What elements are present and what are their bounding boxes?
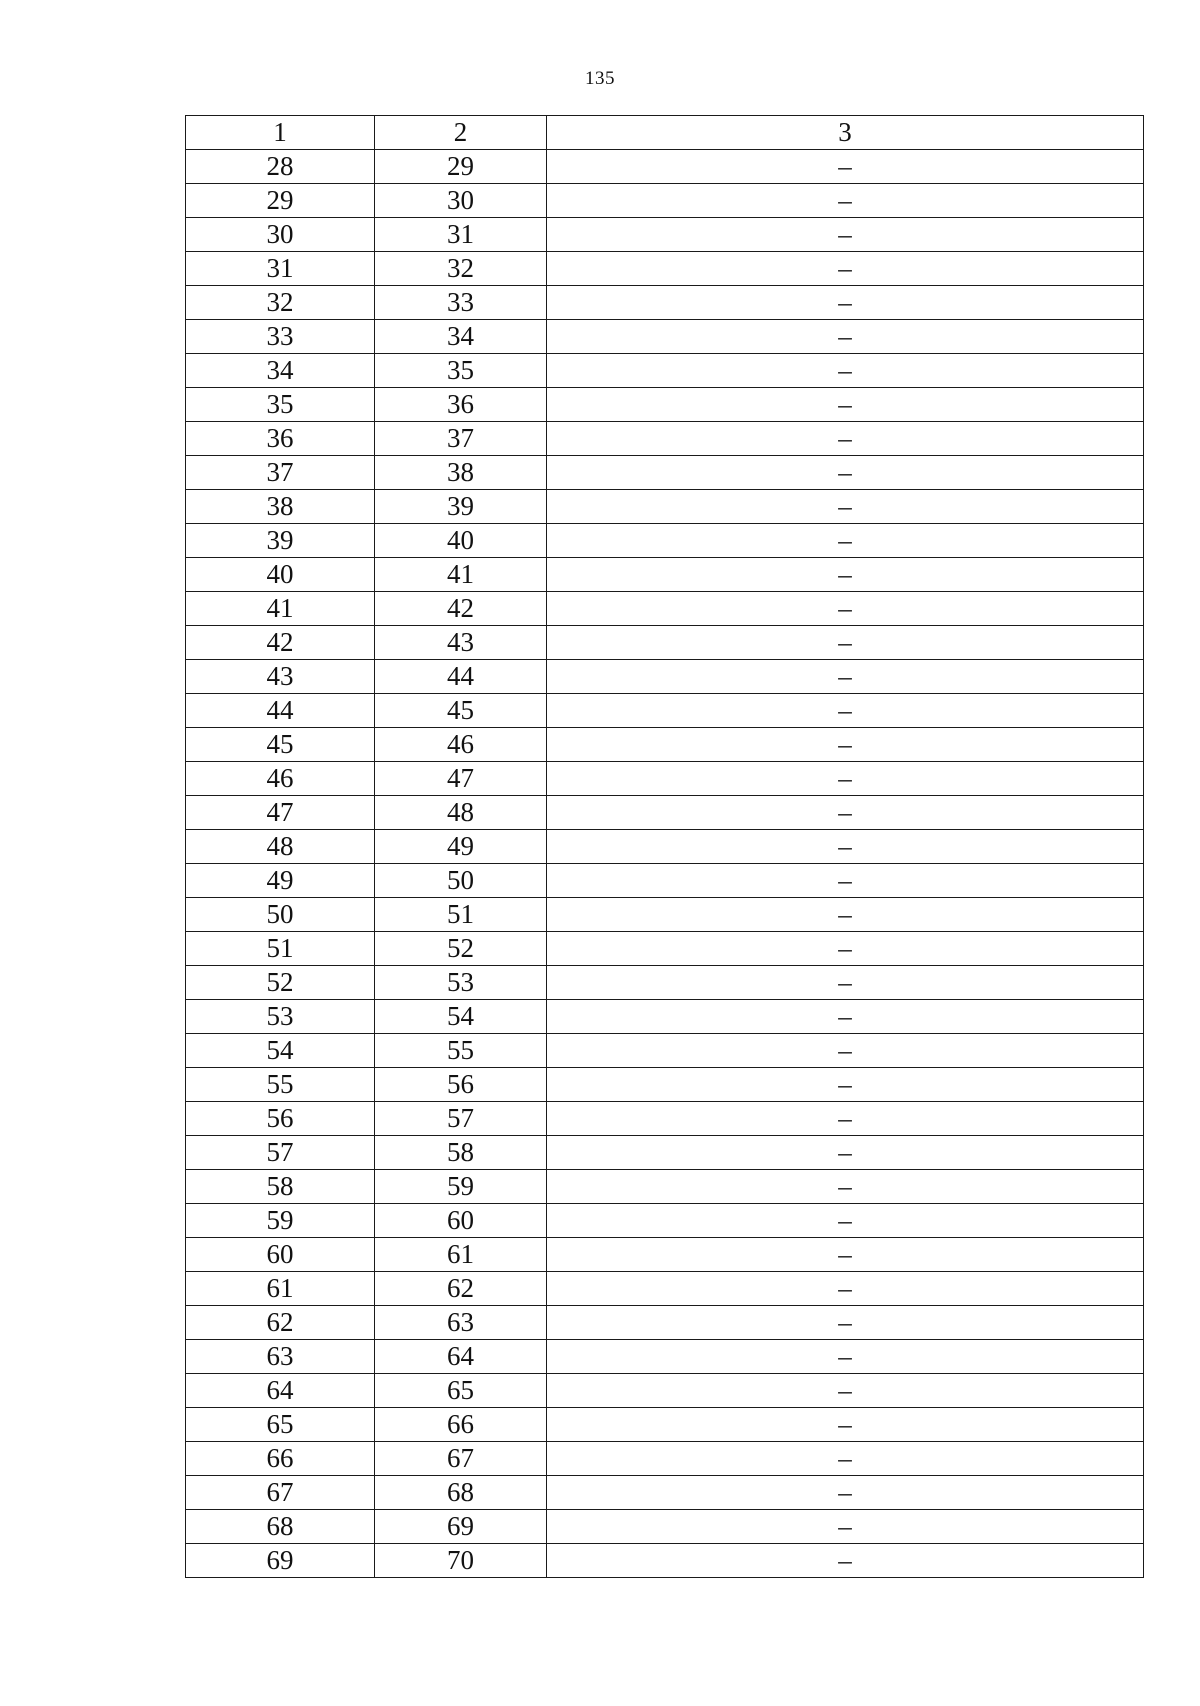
table-cell-col1: 52 <box>186 966 375 1000</box>
table-row <box>186 932 1144 966</box>
table-cell-col1: 48 <box>186 830 375 864</box>
table-row <box>186 252 1144 286</box>
table-cell-col3: – <box>547 626 1144 660</box>
table-cell-col2: 61 <box>375 1238 547 1272</box>
table-cell-col1: 61 <box>186 1272 375 1306</box>
table-row <box>186 1544 1144 1578</box>
table-cell-col3: – <box>547 1136 1144 1170</box>
table-cell-col3: – <box>547 456 1144 490</box>
table-cell-col3: – <box>547 422 1144 456</box>
table-cell-col2: 39 <box>375 490 547 524</box>
table-cell-col3: – <box>547 762 1144 796</box>
table-cell-col3: – <box>547 1408 1144 1442</box>
table-cell-col1: 62 <box>186 1306 375 1340</box>
table-cell-col3: – <box>547 1476 1144 1510</box>
table-cell-col1: 38 <box>186 490 375 524</box>
table-cell-col1: 51 <box>186 932 375 966</box>
table-cell-col1: 65 <box>186 1408 375 1442</box>
table-cell-col2: 62 <box>375 1272 547 1306</box>
table-cell-col3: – <box>547 320 1144 354</box>
table-cell-col1: 41 <box>186 592 375 626</box>
table-cell-col2: 60 <box>375 1204 547 1238</box>
table-cell-col2: 54 <box>375 1000 547 1034</box>
table-cell-col2: 50 <box>375 864 547 898</box>
table-row <box>186 1510 1144 1544</box>
table-cell-col1: 32 <box>186 286 375 320</box>
column-header-2: 2 <box>375 116 547 150</box>
table-cell-col3: – <box>547 1544 1144 1578</box>
table-cell-col3: – <box>547 184 1144 218</box>
table-row <box>186 354 1144 388</box>
table-row <box>186 218 1144 252</box>
table-row <box>186 1170 1144 1204</box>
table-cell-col3: – <box>547 524 1144 558</box>
table-cell-col2: 47 <box>375 762 547 796</box>
table-row <box>186 490 1144 524</box>
table-row <box>186 728 1144 762</box>
column-header-3: 3 <box>547 116 1144 150</box>
table-cell-col1: 55 <box>186 1068 375 1102</box>
table-cell-col1: 69 <box>186 1544 375 1578</box>
table-cell-col2: 69 <box>375 1510 547 1544</box>
table-row <box>186 1476 1144 1510</box>
table-row <box>186 184 1144 218</box>
table-cell-col2: 41 <box>375 558 547 592</box>
table-cell-col2: 59 <box>375 1170 547 1204</box>
table-cell-col2: 65 <box>375 1374 547 1408</box>
table-cell-col1: 43 <box>186 660 375 694</box>
table-cell-col2: 46 <box>375 728 547 762</box>
table-row <box>186 796 1144 830</box>
table-cell-col2: 56 <box>375 1068 547 1102</box>
table-cell-col2: 70 <box>375 1544 547 1578</box>
table-cell-col1: 33 <box>186 320 375 354</box>
table-cell-col1: 29 <box>186 184 375 218</box>
table-cell-col3: – <box>547 932 1144 966</box>
table-cell-col3: – <box>547 592 1144 626</box>
table-row <box>186 1238 1144 1272</box>
table-cell-col3: – <box>547 388 1144 422</box>
table-cell-col3: – <box>547 1102 1144 1136</box>
table-cell-col2: 68 <box>375 1476 547 1510</box>
table-cell-col3: – <box>547 1442 1144 1476</box>
table-cell-col3: – <box>547 150 1144 184</box>
table-cell-col3: – <box>547 490 1144 524</box>
table-row <box>186 320 1144 354</box>
table-cell-col1: 34 <box>186 354 375 388</box>
table-cell-col2: 45 <box>375 694 547 728</box>
table-row <box>186 1000 1144 1034</box>
table-cell-col3: – <box>547 1306 1144 1340</box>
table-cell-col3: – <box>547 1272 1144 1306</box>
table-cell-col3: – <box>547 1340 1144 1374</box>
table-row <box>186 966 1144 1000</box>
table-cell-col3: – <box>547 728 1144 762</box>
table-cell-col3: – <box>547 694 1144 728</box>
table-cell-col1: 56 <box>186 1102 375 1136</box>
table-cell-col2: 57 <box>375 1102 547 1136</box>
table-cell-col1: 67 <box>186 1476 375 1510</box>
table-cell-col3: – <box>547 354 1144 388</box>
table-cell-col1: 68 <box>186 1510 375 1544</box>
table-cell-col3: – <box>547 1000 1144 1034</box>
table-row <box>186 660 1144 694</box>
table-row <box>186 524 1144 558</box>
table-cell-col1: 49 <box>186 864 375 898</box>
table-cell-col1: 54 <box>186 1034 375 1068</box>
table-cell-col2: 34 <box>375 320 547 354</box>
table-cell-col2: 64 <box>375 1340 547 1374</box>
table-row <box>186 1068 1144 1102</box>
table-cell-col3: – <box>547 660 1144 694</box>
table-cell-col2: 30 <box>375 184 547 218</box>
table-cell-col1: 57 <box>186 1136 375 1170</box>
table-cell-col2: 53 <box>375 966 547 1000</box>
table-cell-col2: 35 <box>375 354 547 388</box>
table-cell-col3: – <box>547 898 1144 932</box>
table-cell-col1: 37 <box>186 456 375 490</box>
table-cell-col1: 47 <box>186 796 375 830</box>
table-cell-col3: – <box>547 1170 1144 1204</box>
table-cell-col2: 51 <box>375 898 547 932</box>
table-row <box>186 694 1144 728</box>
table-cell-col2: 44 <box>375 660 547 694</box>
table-cell-col1: 64 <box>186 1374 375 1408</box>
table-row <box>186 830 1144 864</box>
table-cell-col2: 33 <box>375 286 547 320</box>
table-cell-col3: – <box>547 286 1144 320</box>
table-cell-col2: 43 <box>375 626 547 660</box>
table-cell-col1: 30 <box>186 218 375 252</box>
table-cell-col1: 42 <box>186 626 375 660</box>
table-cell-col2: 67 <box>375 1442 547 1476</box>
table-row <box>186 762 1144 796</box>
table-cell-col2: 63 <box>375 1306 547 1340</box>
table-row <box>186 1272 1144 1306</box>
table-cell-col3: – <box>547 218 1144 252</box>
table-cell-col1: 35 <box>186 388 375 422</box>
table-row <box>186 1374 1144 1408</box>
table-cell-col2: 48 <box>375 796 547 830</box>
table-cell-col2: 52 <box>375 932 547 966</box>
table-cell-col3: – <box>547 1510 1144 1544</box>
table-cell-col1: 60 <box>186 1238 375 1272</box>
page-number: 135 <box>585 68 615 89</box>
table-cell-col3: – <box>547 966 1144 1000</box>
table-row <box>186 1204 1144 1238</box>
table-cell-col3: – <box>547 1238 1144 1272</box>
table-header-row <box>186 116 1144 150</box>
table-cell-col1: 50 <box>186 898 375 932</box>
table-row <box>186 388 1144 422</box>
column-header-1: 1 <box>186 116 375 150</box>
table-cell-col1: 44 <box>186 694 375 728</box>
table-row <box>186 1306 1144 1340</box>
table-cell-col1: 59 <box>186 1204 375 1238</box>
table-cell-col2: 66 <box>375 1408 547 1442</box>
table-cell-col2: 58 <box>375 1136 547 1170</box>
table-row <box>186 422 1144 456</box>
table-cell-col3: – <box>547 1034 1144 1068</box>
table-cell-col2: 37 <box>375 422 547 456</box>
table-row <box>186 864 1144 898</box>
table-cell-col1: 53 <box>186 1000 375 1034</box>
table-cell-col1: 40 <box>186 558 375 592</box>
table-row <box>186 626 1144 660</box>
table-row <box>186 1136 1144 1170</box>
table-cell-col3: – <box>547 796 1144 830</box>
table-cell-col1: 46 <box>186 762 375 796</box>
table-cell-col1: 66 <box>186 1442 375 1476</box>
table-cell-col1: 45 <box>186 728 375 762</box>
table-row <box>186 456 1144 490</box>
table-cell-col2: 38 <box>375 456 547 490</box>
table-row <box>186 1442 1144 1476</box>
table-row <box>186 286 1144 320</box>
table-cell-col1: 63 <box>186 1340 375 1374</box>
table-cell-col3: – <box>547 864 1144 898</box>
table-row <box>186 1408 1144 1442</box>
table-cell-col1: 36 <box>186 422 375 456</box>
table-cell-col3: – <box>547 1068 1144 1102</box>
table-row <box>186 558 1144 592</box>
table-body <box>186 116 1144 1578</box>
table-cell-col1: 39 <box>186 524 375 558</box>
table-cell-col2: 32 <box>375 252 547 286</box>
table-cell-col2: 40 <box>375 524 547 558</box>
table-cell-col2: 42 <box>375 592 547 626</box>
table-cell-col1: 58 <box>186 1170 375 1204</box>
table-cell-col1: 28 <box>186 150 375 184</box>
table-cell-col2: 49 <box>375 830 547 864</box>
table-cell-col2: 55 <box>375 1034 547 1068</box>
table-cell-col3: – <box>547 252 1144 286</box>
table-cell-col3: – <box>547 1204 1144 1238</box>
table-row <box>186 1034 1144 1068</box>
table-cell-col1: 31 <box>186 252 375 286</box>
table-cell-col2: 31 <box>375 218 547 252</box>
data-table <box>185 115 1144 1578</box>
table-cell-col3: – <box>547 558 1144 592</box>
table-row <box>186 592 1144 626</box>
table-row <box>186 1102 1144 1136</box>
table-row <box>186 898 1144 932</box>
table-cell-col2: 36 <box>375 388 547 422</box>
table-row <box>186 150 1144 184</box>
table-cell-col3: – <box>547 1374 1144 1408</box>
table-row <box>186 1340 1144 1374</box>
table-cell-col3: – <box>547 830 1144 864</box>
table-cell-col2: 29 <box>375 150 547 184</box>
